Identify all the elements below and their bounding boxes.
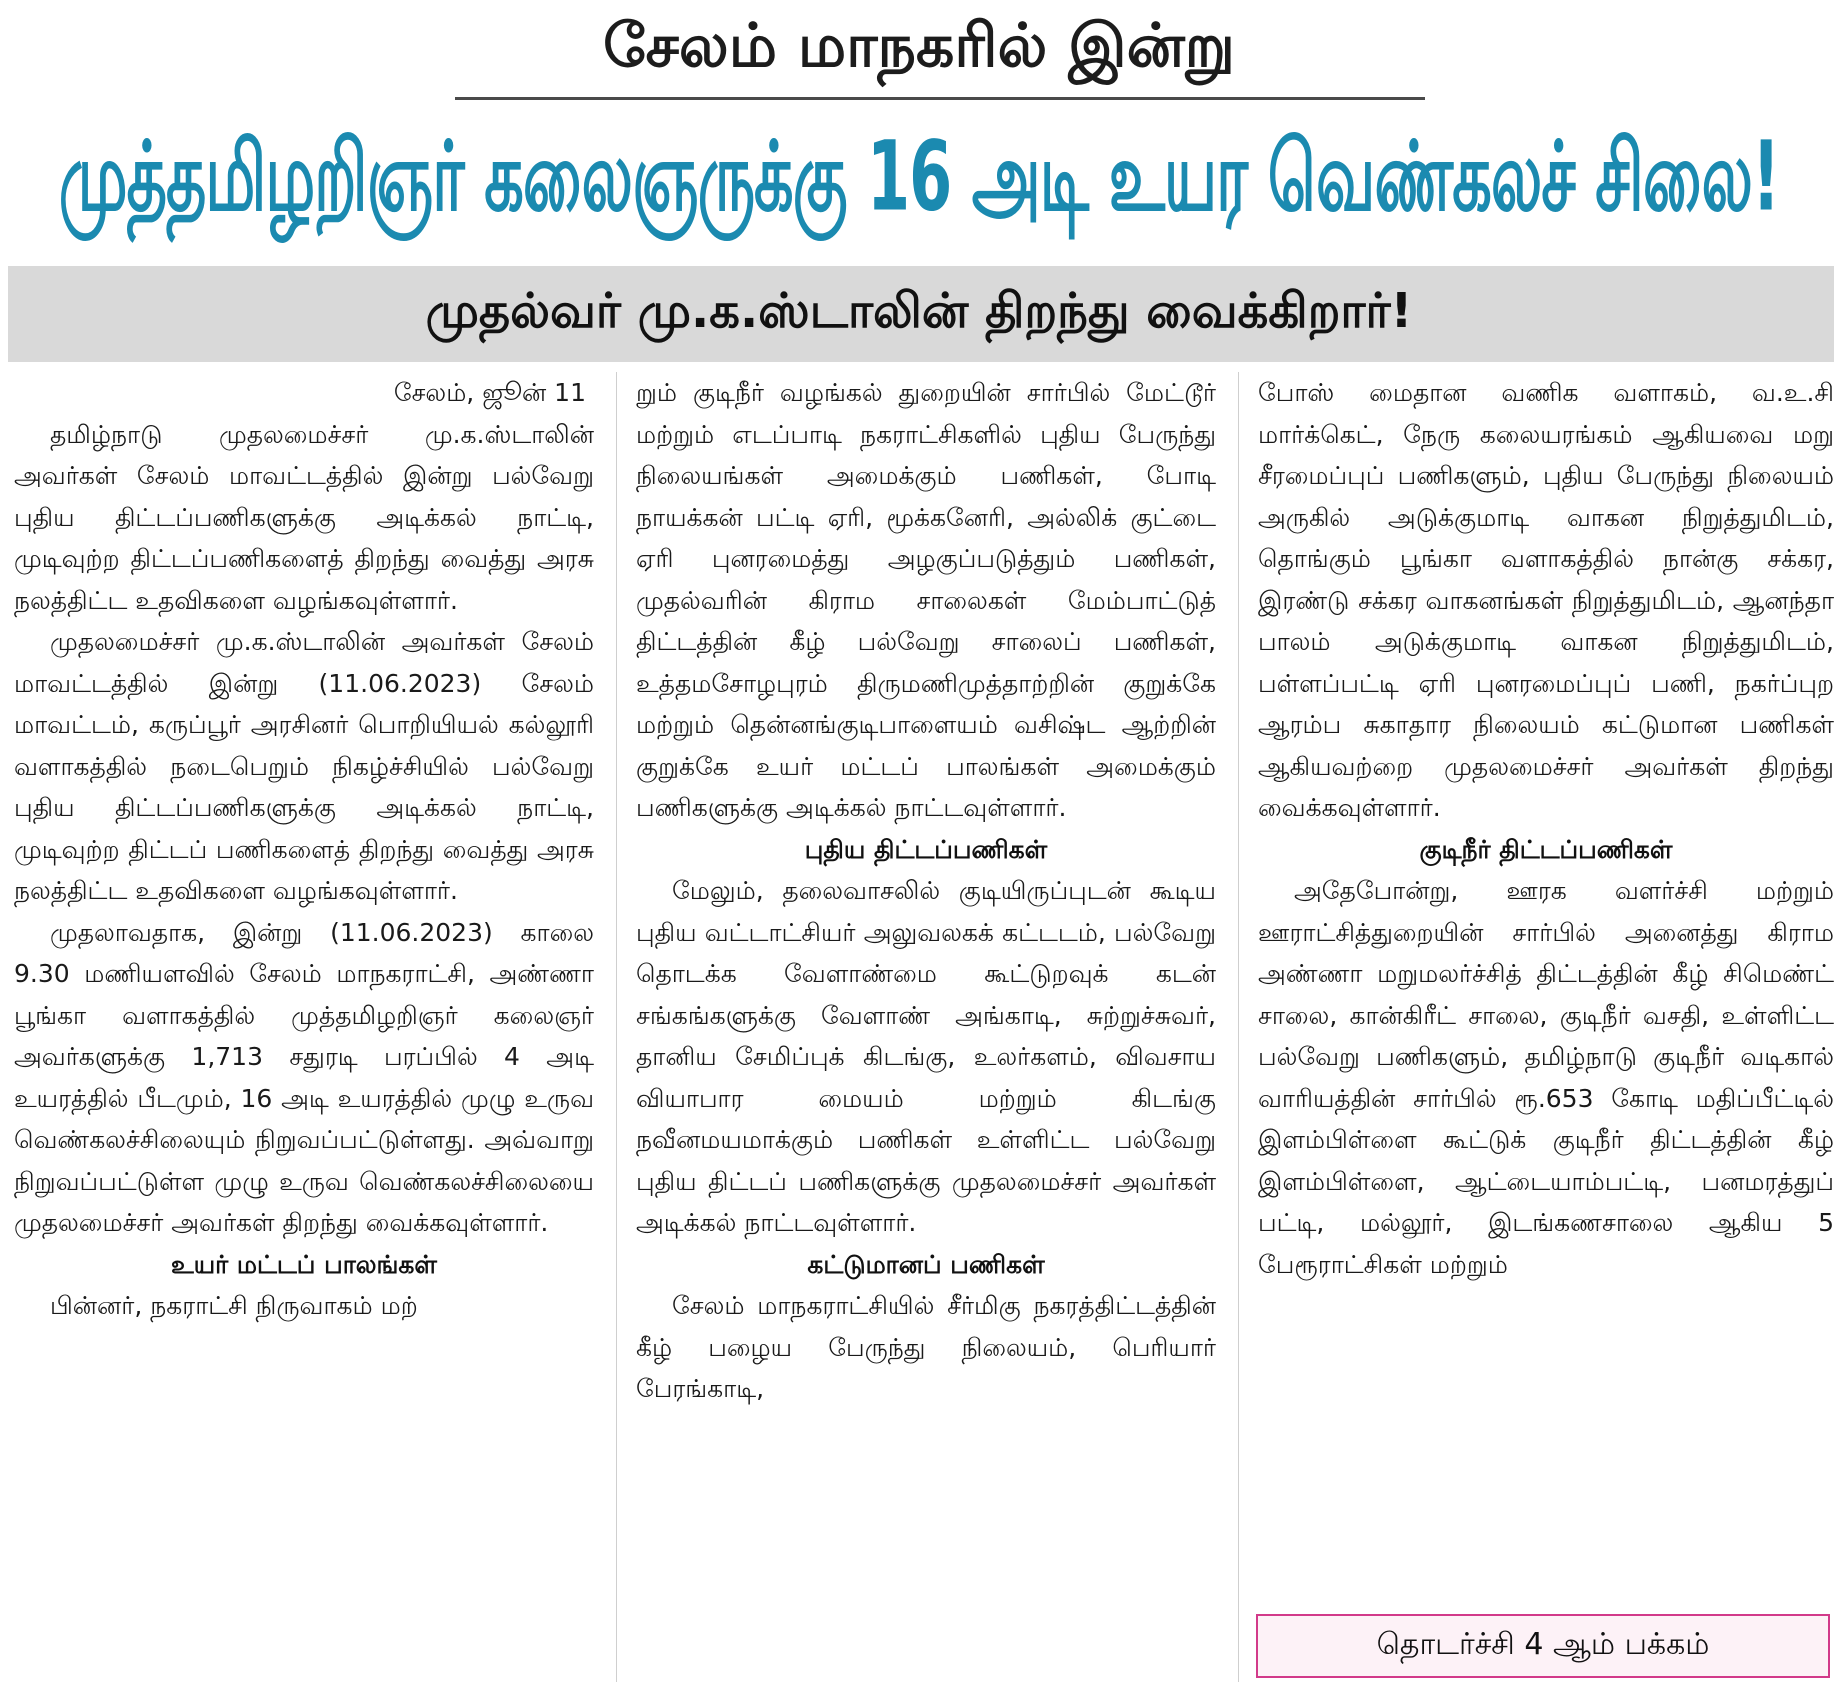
- column-divider: [616, 372, 617, 1682]
- section-heading: கட்டுமானப் பணிகள்: [807, 1249, 1045, 1279]
- main-headline: முத்தமிழறிஞர் கலைஞருக்கு 16 அடி உயர வெண்கலச் சிலை!: [58, 119, 1780, 233]
- article-column-1: [14, 372, 594, 1327]
- dateline: சேலம், ஜூன் 11: [393, 378, 586, 407]
- continued-on-page-box: தொடர்ச்சி 4 ஆம் பக்கம்: [1256, 1614, 1830, 1678]
- subheadline: முதல்வர் மு.க.ஸ்டாலின் திறந்து வைக்கிறார்!: [425, 283, 1413, 339]
- paragraph: போஸ் மைதான வணிக வளாகம், வ.உ.சி மார்க்கெட், நேரு கலையரங்கம் ஆகியவை மறு சீரமைப்புப் பணிகளும், புதிய பேருந்து நிலையம் அருகில் அடுக்குமாடி வாகன நிறுத்துமிடம், தொங்கும் பூங்கா வளாகத்தில் நான்கு சக்கர, இரண்டு சக்கர வாகனங்கள் நிறுத்துமிடம், ஆனந்தா பாலம் அடுக்குமாடி வாகன நிறுத்துமிடம், பள்ளப்பட்டி ஏரி புனரமைப்புப் பணி, நகர்ப்புற ஆரம்ப சுகாதார நிலையம் கட்டுமான பணிகள் ஆகியவற்றை முதலமைச்சர் அவர்கள் திறந்து வைக்கவுள்ளார்.: [1258, 378, 1834, 822]
- section-heading: குடிநீர் திட்டப்பணிகள்: [1419, 834, 1673, 864]
- section-heading: புதிய திட்டப்பணிகள்: [804, 834, 1048, 864]
- paragraph: றும் குடிநீர் வழங்கல் துறையின் சார்பில் மேட்டூர் மற்றும் எடப்பாடி நகராட்சிகளில் புதிய பேருந்து நிலையங்கள் அமைக்கும் பணிகள், போடி நாயக்கன் பட்டி ஏரி, மூக்கனேரி, அல்லிக் குட்டை ஏரி புனரமைத்து அழகுப்படுத்தும் பணிகள், முதல்வரின் கிராம சாலைகள் மேம்பாட்டுத் திட்டத்தின் கீழ் பல்வேறு சாலைப் பணிகள், உத்தமசோழபுரம் திருமணிமுத்தாற்றின் குறுக்கே மற்றும் தென்னங்குடிபாளையம் வசிஷ்ட ஆற்றின் குறுக்கே உயர் மட்டப் பாலங்கள் அமைக்கும் பணிகளுக்கு அடிக்கல் நாட்டவுள்ளார்.: [636, 378, 1216, 822]
- article-column-2: [636, 372, 1216, 1410]
- paragraph: தமிழ்நாடு முதலமைச்சர் மு.க.ஸ்டாலின் அவர்கள் சேலம் மாவட்டத்தில் இன்று பல்வேறு புதிய திட்டப்பணிகளுக்கு அடிக்கல் நாட்டி, முடிவுற்ற திட்டப்பணிகளைத் திறந்து வைத்து அரசு நலத்திட்ட உதவிகளை வழங்கவுள்ளார்.: [14, 419, 594, 615]
- kicker-heading: சேலம் மாநகரில் இன்று: [603, 11, 1235, 81]
- article-column-3: [1258, 372, 1834, 1285]
- paragraph: முதலமைச்சர் மு.க.ஸ்டாலின் அவர்கள் சேலம் மாவட்டத்தில் இன்று (11.06.2023) சேலம் மாவட்டம், கருப்பூர் அரசினர் பொறியியல் கல்லூரி வளாகத்தில் நடைபெறும் நிகழ்ச்சியில் பல்வேறு புதிய திட்டப்பணிகளுக்கு அடிக்கல் நாட்டி, முடிவுற்ற திட்டப் பணிகளைத் திறந்து வைத்து அரசு நலத்திட்ட உதவிகளை வழங்கவுள்ளார்.: [14, 627, 594, 905]
- paragraph: பின்னர், நகராட்சி நிருவாகம் மற்: [50, 1291, 418, 1320]
- column-divider: [1238, 372, 1239, 1682]
- paragraph: அதேபோன்று, ஊரக வளர்ச்சி மற்றும் ஊராட்சித்துறையின் சார்பில் அனைத்து கிராம அண்ணா மறுமலர்ச்சித் திட்டத்தின் கீழ் சிமெண்ட் சாலை, கான்கிரீட் சாலை, குடிநீர் வசதி, உள்ளிட்ட பல்வேறு பணிகளும், தமிழ்நாடு குடிநீர் வடிகால் வாரியத்தின் சார்பில் ரூ.653 கோடி மதிப்பீட்டில் இளம்பிள்ளை கூட்டுக் குடிநீர் திட்டத்தின் கீழ் இளம்பிள்ளை, ஆட்டையாம்பட்டி, பனமரத்துப் பட்டி, மல்லூர், இடங்கணசாலை ஆகிய 5 பேரூராட்சிகள் மற்றும்: [1258, 876, 1834, 1279]
- paragraph: மேலும், தலைவாசலில் குடியிருப்புடன் கூடிய புதிய வட்டாட்சியர் அலுவலகக் கட்டடம், பல்வேறு தொடக்க வேளாண்மை கூட்டுறவுக் கடன் சங்கங்களுக்கு வேளாண் அங்காடி, சுற்றுச்சுவர், தானிய சேமிப்புக் கிடங்கு, உலர்களம், விவசாய வியாபார மையம் மற்றும் கிடங்கு நவீனமயமாக்கும் பணிகள் உள்ளிட்ட பல்வேறு புதிய திட்டப் பணிகளுக்கு முதலமைச்சர் அவர்கள் அடிக்கல் நாட்டவுள்ளார்.: [636, 876, 1216, 1237]
- paragraph: முதலாவதாக, இன்று (11.06.2023) காலை 9.30 மணியளவில் சேலம் மாநகராட்சி, அண்ணா பூங்கா வளாகத்தில் முத்தமிழறிஞர் கலைஞர் அவர்களுக்கு 1,713 சதுரடி பரப்பில் 4 அடி உயரத்தில் பீடமும், 16 அடி உயரத்தில் முழு உருவ வெண்கலச்சிலையும் நிறுவப்பட்டுள்ளது. அவ்வாறு நிறுவப்பட்டுள்ள முழு உருவ வெண்கலச்சிலையை முதலமைச்சர் அவர்கள் திறந்து வைக்கவுள்ளார்.: [14, 917, 594, 1237]
- section-heading: உயர் மட்டப் பாலங்கள்: [171, 1249, 437, 1279]
- paragraph: சேலம் மாநகராட்சியில் சீர்மிகு நகரத்திட்டத்தின் கீழ் பழைய பேருந்து நிலையம், பெரியார் பேரங்காடி,: [636, 1291, 1216, 1403]
